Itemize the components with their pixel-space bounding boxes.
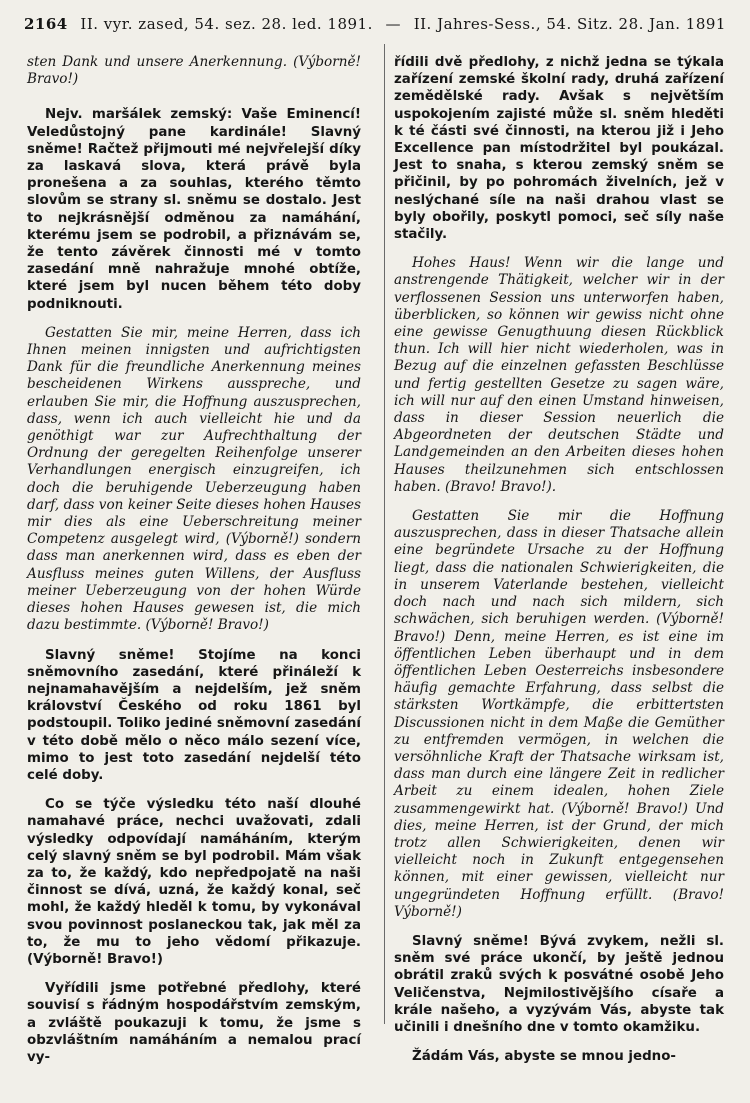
page-header — [24, 12, 726, 36]
right-paragraph-5: Žádám Vás, abyste se mnou jedno- — [412, 1049, 676, 1065]
left-paragraph-2 — [27, 106, 361, 312]
left-paragraph-6: Vyřídili jsme potřebné předlohy, které souvisí s řádným hospodářstvím zemským, a zvláště poukazuji k tomu, že jsme s obzvláštním namáháním a nemalou prací vy- — [27, 981, 361, 1065]
right-column — [394, 54, 724, 1077]
left-paragraph-5: Co se týče výsledku této naší dlouhé namahavé práce, nechci uvažovati, zdali výsledky odpovídají namáháním, kterým celý slavný sněm se byl podrobil. Mám však za to, že každý, kdo nepředpojatě na naši činnost se dívá, uzná, že každý konal, seč mohl, že každý hleděl k tomu, by vykonával svou povinnost poslaneckou tak, jak měl za to, že mu to jeho vědomí přikazuje. (Výborně! Bravo!) — [27, 797, 361, 967]
header-page-number: 2164 — [24, 15, 68, 33]
right-paragraph-3: Gestatten Sie mir die Hoffnung auszusprechen, dass in dieser Thatsache allein eine begründete Ursache zu der Hoffnung liegt, dass die nationalen Schwierigkeiten, die in unserem Vaterlande bestehen, vielleicht doch nach und nach sich mildern, sich schwächen, sich beruhigen werden. (Výborně! Bravo!) Denn, meine Herren, es ist eine im öffentlichen Leben überhaupt und in dem öffentlichen Leben Oesterreichs insbesondere häufig gemachte Erfahrung, dass selbst die stärksten Wortkämpfe, die erbittertsten Discussionen nicht in dem Maße die Gemüther zu entfremden vermögen, in welchen die versöhnliche Kraft der Thatsache wirksam ist, dass man durch eine längere Zeit in redlicher Arbeit zu einem idealen, hohen Ziele zusammengewirkt hat. (Výborně! Bravo!) Und dies, meine Herren, ist der Grund, der mich trotz allen Schwierigkeiten, denen wir vielleicht noch in Zukunft entgegensehen können, mit einer gewissen, vielleicht nur ungegründeten Hoffnung erfüllt. (Bravo! Výborně!) — [394, 508, 724, 920]
left-paragraph-1: sten Dank und unsere Anerkennung. (Výborně! Bravo!) — [27, 54, 361, 88]
left-paragraph-4: Slavný sněme! Stojíme na konci sněmovního zasedání, které přináleží k nejnamahavějším a nejdelším, jež sněm království Českého od roku 1861 byl podstoupil. Toliko jediné sněmovní zasedání v této době mělo o něco málo sezení více, mimo to jest toto zasedání nejdelší této celé doby. — [27, 647, 361, 783]
speaker-name: Nejv. maršálek zemský: — [45, 107, 233, 123]
header-right-text: II. Jahres-Sess., 54. Sitz. 28. Jan. 1891 — [413, 15, 726, 33]
right-paragraph-4: Slavný sněme! Bývá zvykem, nežli sl. sněm své práce ukončí, by ještě jednou obrátil zraků svých k posvátné osobě Jeho Veličenstva, Nejmilostivějšího císaře a krále našeho, a vyzývám Vás, abyste tak učinili i dnešního dne v tomto okamžiku. — [394, 933, 724, 1035]
left-paragraph-3: Gestatten Sie mir, meine Herren, dass ich Ihnen meinen innigsten und aufrichtigsten Dank für die freundliche Anerkennung meines bescheidenen Wirkens ausspreche, und erlauben Sie mir, die Hoffnung auszusprechen, dass, wenn ich auch vielleicht hie und da genöthigt war zur Aufrechthaltung der Ordnung der geregelten Reihenfolge unserer Verhandlungen energisch einzugreifen, ich doch die beruhigende Ueberzeugung haben darf, dass von keiner Seite dieses hohen Hauses mir dies als eine Ueberschreitung meiner Competenz ausgelegt wird, (Výborně!) sondern dass man anerkennen wird, dass es eben der Ausfluss meines guten Willens, der Ausfluss meiner Ueberzeugung von der hohen Würde dieses hohen Hauses gewesen ist, die mich dazu bestimmte. (Výborně! Bravo!) — [27, 324, 361, 634]
right-paragraph-2: Hohes Haus! Wenn wir die lange und anstrengende Thätigkeit, welcher wir in der verflossenen Session uns unterworfen haben, überblicken, so können wir gewiss nicht ohne eine gewisse Genugthuung diesen Rückblick thun. Ich will hier nicht wiederholen, was in Bezug auf die einzelnen gefassten Beschlüsse und fertig gestellten Gesetze zu sagen wäre, ich will nur auf den einen Umstand hinweisen, dass in dieser Session neuerlich die Abgeordneten der deutschen Städte und Landgemeinden an den Arbeiten dieses hohen Hauses theilzunehmen sich entschlossen haben. (Bravo! Bravo!). — [394, 255, 724, 495]
column-divider — [384, 44, 385, 1024]
right-paragraph-1: řídili dvě předlohy, z nichž jedna se týkala zařízení zemské školní rady, druhá zařízení zemědělské rady. Avšak s největším uspokojením zajisté může sl. sněm hleděti k té části své činnosti, na kterou již i Jeho Excellence pan místodržitel byl poukázal. Jest to snaha, s kterou zemský sněm se přičinil, by po pohromách živelních, jež v neslýchané síle na naši drahou vlast se byly obořily, poskytl pomoci, seč síly naše stačily. — [394, 55, 724, 243]
header-left-text: II. vyr. zased, 54. sez. 28. led. 1891. — [80, 15, 373, 33]
speaker-text: Vaše Eminencí! Veledůstojný pane kardinále! Slavný sněme! Račtež přijmouti mé nejvřelejší díky za laskavá slova, která právě byla pronešena a za souhlas, kterého těmto slovům se strany sl. sněmu se dostalo. Jest to nejkrásnější odměnou za namáhání, kterému jsem se podrobil, a přiznávám se, že tento závěrek činnosti mé v tomto zasedání mně nahražuje mnohé obtíže, které jsem byl nucen během této doby podniknouti. — [27, 107, 361, 312]
left-column — [27, 54, 361, 1078]
header-separator: — — [385, 15, 402, 33]
